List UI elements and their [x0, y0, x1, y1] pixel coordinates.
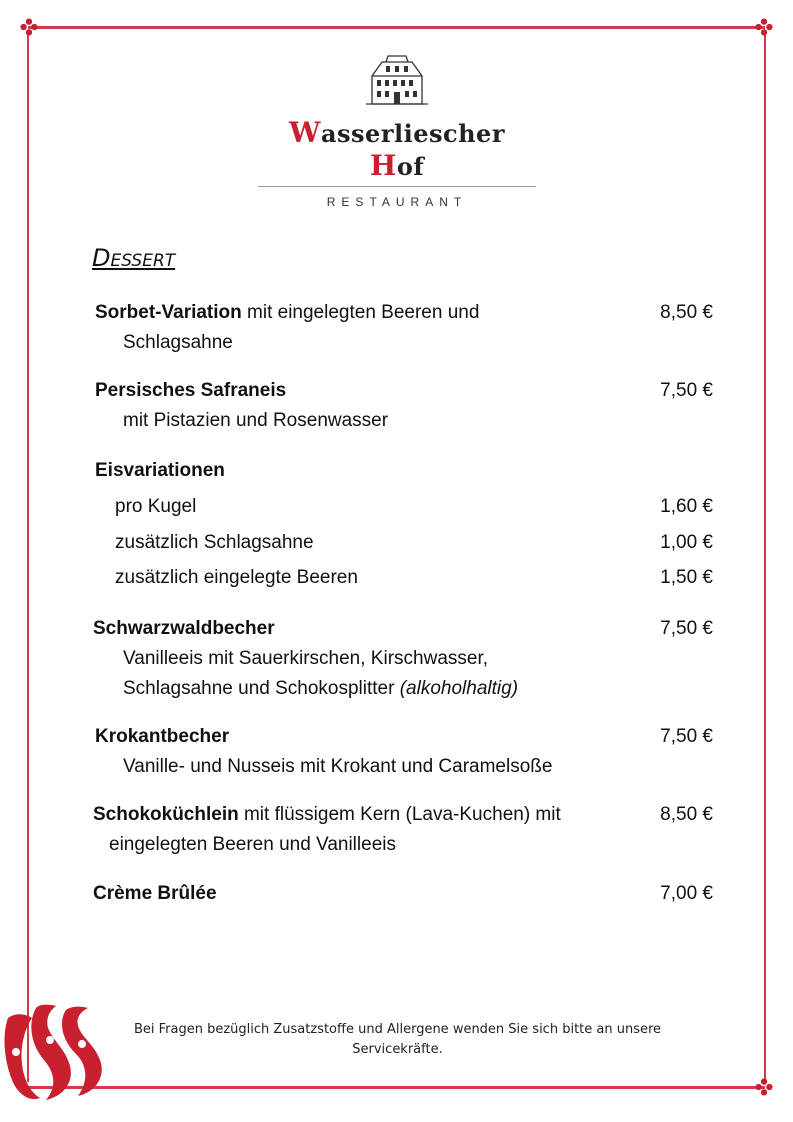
item-name: Sorbet-Variation [95, 302, 242, 323]
item-inline-desc: mit flüssigem Kern (Lava-Kuchen) mit [238, 804, 561, 825]
eis-option-row [115, 532, 713, 554]
eis-option-price: 1,60 € [660, 496, 713, 517]
item-price: 7,00 € [660, 883, 713, 904]
item-name: Schokoküchlein [93, 804, 239, 825]
menu-item [93, 614, 713, 704]
eis-option-price: 1,50 € [660, 567, 713, 588]
menu-item [95, 376, 713, 436]
eis-option-label: zusätzlich Schlagsahne [115, 532, 314, 553]
frame-right [764, 34, 766, 1082]
eis-option-row [115, 496, 713, 518]
eis-option-label: pro Kugel [115, 496, 197, 517]
logo-divider [258, 186, 536, 187]
eis-option-price: 1,00 € [660, 532, 713, 553]
item-desc: Vanille- und Nusseis mit Krokant und Caramelsoße [123, 756, 553, 777]
section-title: Dessert [92, 244, 176, 272]
item-desc: mit Pistazien und Rosenwasser [123, 410, 389, 431]
frame-bottom [28, 1086, 765, 1089]
allergen-note: Bei Fragen bezüglich Zusatzstoffe und Allergene wenden Sie sich bitte an unsere Servicekräfte. [133, 1022, 662, 1057]
item-price: 7,50 € [660, 726, 713, 747]
menu-item [95, 722, 713, 782]
corner-ornament-icon [755, 1078, 773, 1096]
corner-ornament-icon [755, 18, 773, 36]
menu-item [93, 879, 713, 909]
restaurant-logo [258, 54, 536, 209]
building-icon [364, 54, 430, 106]
frame-left [27, 34, 29, 1082]
item-desc: Schlagsahne [123, 332, 233, 353]
restaurant-subtitle: RESTAURANT [326, 195, 468, 209]
corner-ornament-icon [20, 18, 38, 36]
menu-item [93, 800, 713, 860]
item-price: 8,50 € [660, 302, 713, 323]
item-desc: Schlagsahne und Schokosplitter (alkoholhaltig) [123, 678, 519, 699]
item-price: 7,50 € [660, 380, 713, 401]
item-price: 8,50 € [660, 804, 713, 825]
item-inline-desc: mit eingelegten Beeren und [241, 302, 480, 323]
item-desc: eingelegten Beeren und Vanilleeis [109, 834, 396, 855]
item-name: Krokantbecher [95, 726, 230, 747]
menu-item [95, 456, 713, 486]
item-name: Eisvariationen [95, 460, 225, 481]
item-name: Crème Brûlée [93, 883, 217, 904]
monogram-logo-icon [0, 1000, 110, 1105]
eis-option-label: zusätzlich eingelegte Beeren [115, 567, 358, 588]
item-name: Schwarzwaldbecher [93, 618, 275, 639]
item-price: 7,50 € [660, 618, 713, 639]
restaurant-name: Wasserliescher Hof [289, 116, 505, 182]
eis-option-row [115, 567, 713, 589]
frame-top [28, 26, 765, 29]
item-desc: Vanilleeis mit Sauerkirschen, Kirschwasser, [123, 648, 489, 669]
menu-item [95, 298, 713, 358]
item-name: Persisches Safraneis [95, 380, 287, 401]
